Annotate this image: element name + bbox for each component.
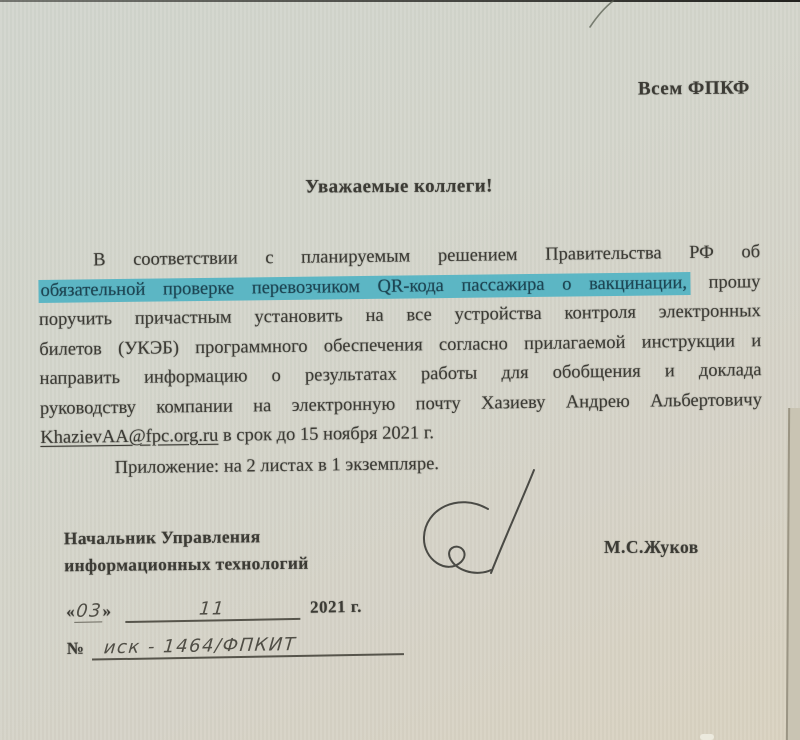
highlighted-text: обязательной проверке перевозчиком QR-кода пассажира о вакцинации, [38, 272, 691, 303]
body-line-5: направить информацию о результатах работы для обобщения и доклада [39, 360, 762, 389]
attachment-line: Приложение: на 2 листах в 1 экземпляре. [114, 453, 440, 478]
signer-name: М.С.Жуков [604, 537, 699, 557]
handwritten-day: 03 [74, 600, 103, 622]
paper-speck [700, 734, 714, 740]
open-quote: « [66, 601, 75, 621]
body-line-3: поручить причастным установить на все устройства контроля электронных [38, 301, 761, 330]
year-text: 2021 г. [309, 596, 363, 617]
paper-edge-crease [786, 408, 800, 740]
body-line-4: билетов (УКЭБ) программного обеспечения согласно прилагаемой инструкции и [39, 330, 762, 360]
signer-title-line-1: Начальник Управления [63, 526, 261, 549]
number-blank [92, 632, 404, 660]
body-line-2-rest: прошу [708, 271, 761, 293]
date-line [66, 595, 403, 624]
close-quote: » [102, 601, 112, 621]
month-blank [125, 597, 300, 623]
body-line-6: руководству компании на электронную почту Хазиеву Андрею Альбертовичу [39, 389, 763, 419]
signature [398, 452, 548, 587]
photo-top-edge [0, 0, 800, 2]
body-line-1: В соответствии с планируемым решением Правительства РФ об [93, 242, 761, 271]
email-text: KhazievAA@fpc.org.ru [40, 425, 219, 448]
document-number-line [67, 632, 404, 661]
body-paragraph [38, 238, 763, 484]
handwritten-number: иск - 1464/ФПКИТ [102, 633, 298, 659]
salutation: Уважаемые коллеги! [305, 175, 493, 198]
body-line-7-rest: в срок до 15 ноября 2021 г. [222, 423, 435, 446]
signer-title [64, 523, 309, 580]
number-sign: № [66, 638, 85, 658]
handwritten-month: 11 [198, 598, 227, 620]
bottom-left-block [66, 595, 404, 661]
scratch-mark [586, 0, 618, 28]
recipient-line: Всем ФПКФ [637, 77, 750, 100]
signer-title-line-2: информационных технологий [64, 552, 309, 576]
